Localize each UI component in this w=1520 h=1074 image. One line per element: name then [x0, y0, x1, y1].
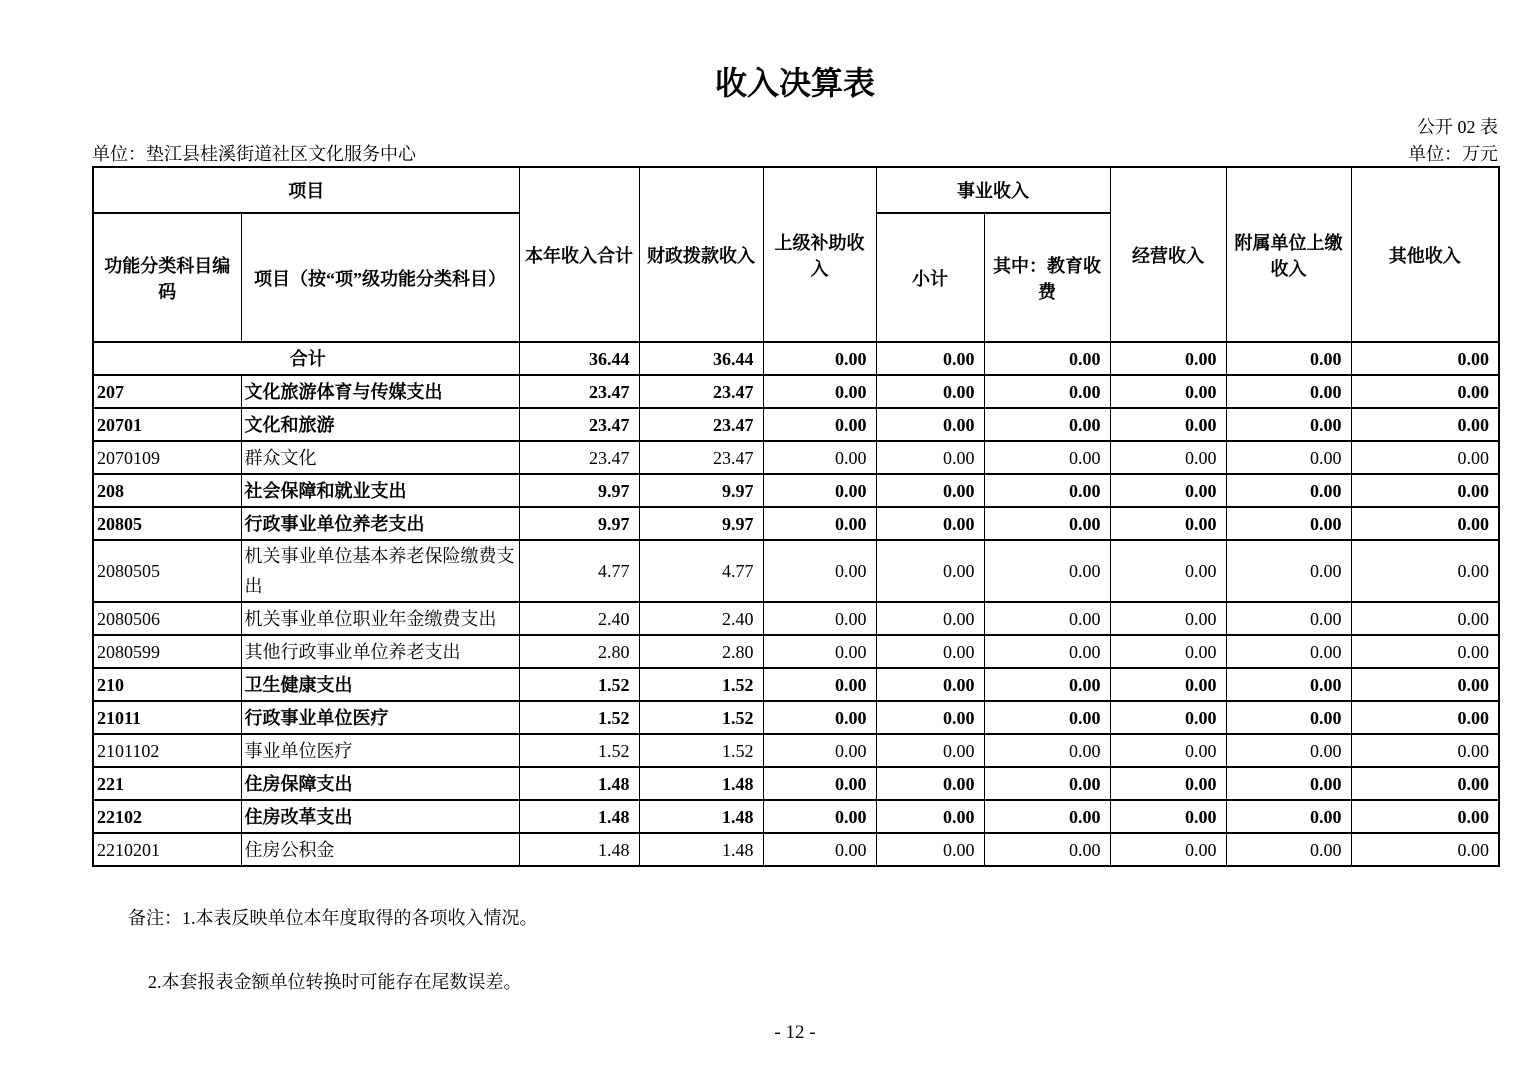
cell-value: 1.52 — [519, 701, 639, 734]
cell-value: 0.00 — [763, 540, 876, 602]
table-row — [93, 800, 1499, 833]
cell-value: 1.48 — [519, 767, 639, 800]
cell-project-name: 机关事业单位职业年金缴费支出 — [241, 602, 519, 635]
cell-value: 0.00 — [1226, 441, 1351, 474]
cell-project-name: 群众文化 — [241, 441, 519, 474]
cell-value: 0.00 — [876, 375, 984, 408]
cell-project-name: 住房公积金 — [241, 833, 519, 866]
table-row — [93, 602, 1499, 635]
cell-value: 0.00 — [1226, 668, 1351, 701]
unit-money-label: 单位：万元 — [1408, 144, 1498, 164]
cell-value: 0.00 — [876, 342, 984, 375]
cell-value: 4.77 — [519, 540, 639, 602]
table-row — [93, 540, 1499, 602]
cell-value: 0.00 — [763, 375, 876, 408]
cell-value: 0.00 — [1351, 507, 1499, 540]
cell-value: 0.00 — [763, 635, 876, 668]
cell-value: 0.00 — [1226, 767, 1351, 800]
cell-function-code: 2070109 — [93, 441, 241, 474]
cell-value: 1.52 — [519, 734, 639, 767]
cell-function-code: 2080505 — [93, 540, 241, 602]
cell-value: 0.00 — [1226, 507, 1351, 540]
cell-value: 0.00 — [1351, 540, 1499, 602]
header-fiscal-income: 财政拨款收入 — [639, 167, 763, 342]
cell-function-code: 20805 — [93, 507, 241, 540]
cell-value: 0.00 — [1351, 734, 1499, 767]
header-other-income: 其他收入 — [1351, 167, 1499, 342]
cell-value: 0.00 — [1226, 734, 1351, 767]
header-row-1 — [93, 167, 1499, 213]
unit-line — [92, 144, 1498, 164]
cell-value: 0.00 — [1110, 507, 1226, 540]
table-code-label: 公开 02 表 — [1417, 117, 1498, 137]
cell-value: 0.00 — [763, 441, 876, 474]
cell-value: 0.00 — [1351, 668, 1499, 701]
header-function-code: 功能分类科目编码 — [93, 213, 241, 342]
cell-value: 0.00 — [763, 474, 876, 507]
cell-project-name: 住房改革支出 — [241, 800, 519, 833]
cell-function-code: 21011 — [93, 701, 241, 734]
cell-value: 0.00 — [876, 441, 984, 474]
table-row — [93, 767, 1499, 800]
table-row — [93, 668, 1499, 701]
cell-value: 36.44 — [519, 342, 639, 375]
cell-value: 0.00 — [876, 635, 984, 668]
cell-value: 0.00 — [876, 408, 984, 441]
cell-value: 1.48 — [519, 833, 639, 866]
page-number: - 12 - — [774, 1022, 816, 1043]
cell-value: 0.00 — [984, 408, 1110, 441]
revenue-table — [92, 166, 1500, 867]
cell-value: 0.00 — [1351, 602, 1499, 635]
cell-function-code: 22102 — [93, 800, 241, 833]
cell-project-name: 文化旅游体育与传媒支出 — [241, 375, 519, 408]
page-title: 收入决算表 — [714, 65, 875, 101]
cell-value: 0.00 — [1226, 375, 1351, 408]
cell-value: 0.00 — [1110, 767, 1226, 800]
cell-value: 0.00 — [984, 540, 1110, 602]
cell-value: 0.00 — [984, 734, 1110, 767]
cell-value: 0.00 — [763, 734, 876, 767]
cell-value: 1.52 — [639, 701, 763, 734]
cell-value: 1.48 — [639, 833, 763, 866]
cell-total-label: 合计 — [93, 342, 519, 375]
cell-value: 1.52 — [639, 734, 763, 767]
cell-value: 0.00 — [876, 800, 984, 833]
cell-value: 1.52 — [519, 668, 639, 701]
table-row — [93, 701, 1499, 734]
cell-project-name: 机关事业单位基本养老保险缴费支出 — [241, 540, 519, 602]
cell-function-code: 221 — [93, 767, 241, 800]
cell-value: 0.00 — [984, 833, 1110, 866]
cell-value: 0.00 — [984, 375, 1110, 408]
cell-project-name: 住房保障支出 — [241, 767, 519, 800]
notes-block — [92, 870, 1498, 998]
table-row — [93, 635, 1499, 668]
cell-value: 0.00 — [1110, 701, 1226, 734]
cell-function-code: 2210201 — [93, 833, 241, 866]
cell-value: 0.00 — [763, 701, 876, 734]
cell-value: 0.00 — [1226, 540, 1351, 602]
cell-value: 0.00 — [763, 602, 876, 635]
cell-value: 0.00 — [1226, 635, 1351, 668]
cell-function-code: 2080506 — [93, 602, 241, 635]
header-affiliated-income: 附属单位上缴收入 — [1226, 167, 1351, 342]
cell-value: 9.97 — [639, 507, 763, 540]
cell-value: 9.97 — [639, 474, 763, 507]
cell-value: 0.00 — [1110, 408, 1226, 441]
cell-value: 0.00 — [1226, 800, 1351, 833]
cell-value: 0.00 — [876, 540, 984, 602]
cell-value: 0.00 — [984, 767, 1110, 800]
cell-value: 0.00 — [876, 767, 984, 800]
header-total-income: 本年收入合计 — [519, 167, 639, 342]
cell-value: 0.00 — [876, 602, 984, 635]
cell-value: 0.00 — [1110, 342, 1226, 375]
cell-value: 0.00 — [876, 474, 984, 507]
cell-value: 0.00 — [1110, 602, 1226, 635]
cell-value: 0.00 — [763, 668, 876, 701]
cell-value: 2.80 — [519, 635, 639, 668]
cell-value: 2.40 — [519, 602, 639, 635]
cell-function-code: 2101102 — [93, 734, 241, 767]
cell-value: 0.00 — [1351, 767, 1499, 800]
header-business-income-group: 事业收入 — [876, 167, 1110, 213]
cell-value: 0.00 — [1351, 635, 1499, 668]
cell-value: 0.00 — [763, 800, 876, 833]
cell-value: 0.00 — [984, 701, 1110, 734]
table-row — [93, 474, 1499, 507]
cell-value: 0.00 — [984, 441, 1110, 474]
cell-value: 0.00 — [876, 507, 984, 540]
cell-value: 0.00 — [763, 408, 876, 441]
cell-project-name: 其他行政事业单位养老支出 — [241, 635, 519, 668]
cell-value: 0.00 — [984, 507, 1110, 540]
cell-value: 0.00 — [876, 668, 984, 701]
cell-value: 4.77 — [639, 540, 763, 602]
cell-value: 23.47 — [519, 375, 639, 408]
cell-project-name: 事业单位医疗 — [241, 734, 519, 767]
cell-value: 0.00 — [1226, 833, 1351, 866]
header-business-education-fee: 其中：教育收费 — [984, 213, 1110, 342]
cell-value: 0.00 — [1351, 375, 1499, 408]
table-body — [93, 342, 1499, 866]
cell-function-code: 210 — [93, 668, 241, 701]
cell-value: 0.00 — [1110, 800, 1226, 833]
cell-value: 0.00 — [1351, 833, 1499, 866]
cell-value: 23.47 — [639, 408, 763, 441]
cell-value: 0.00 — [984, 602, 1110, 635]
table-row — [93, 408, 1499, 441]
cell-value: 0.00 — [1110, 635, 1226, 668]
cell-value: 23.47 — [639, 375, 763, 408]
cell-value: 0.00 — [1110, 540, 1226, 602]
cell-project-name: 行政事业单位养老支出 — [241, 507, 519, 540]
cell-value: 1.48 — [639, 767, 763, 800]
cell-value: 0.00 — [763, 342, 876, 375]
notes-label: 备注： — [128, 908, 182, 928]
table-header — [93, 167, 1499, 342]
cell-value: 23.47 — [519, 408, 639, 441]
cell-value: 2.80 — [639, 635, 763, 668]
cell-project-name: 社会保障和就业支出 — [241, 474, 519, 507]
cell-value: 9.97 — [519, 507, 639, 540]
cell-function-code: 20701 — [93, 408, 241, 441]
cell-value: 0.00 — [1226, 701, 1351, 734]
cell-value: 23.47 — [519, 441, 639, 474]
cell-value: 1.48 — [639, 800, 763, 833]
cell-value: 0.00 — [984, 342, 1110, 375]
document-content — [92, 0, 1498, 998]
cell-value: 0.00 — [1110, 833, 1226, 866]
cell-project-name: 卫生健康支出 — [241, 668, 519, 701]
header-superior-subsidy: 上级补助收入 — [763, 167, 876, 342]
cell-value: 0.00 — [1110, 474, 1226, 507]
cell-value: 2.40 — [639, 602, 763, 635]
header-project-group: 项目 — [93, 167, 519, 213]
cell-value: 0.00 — [876, 701, 984, 734]
cell-value: 0.00 — [1351, 408, 1499, 441]
table-row — [93, 507, 1499, 540]
cell-value: 0.00 — [1226, 408, 1351, 441]
cell-value: 0.00 — [1110, 375, 1226, 408]
cell-project-name: 文化和旅游 — [241, 408, 519, 441]
note-text-1: 1.本表反映单位本年度取得的各项收入情况。 — [182, 908, 538, 928]
note-line-1 — [92, 870, 1498, 966]
cell-value: 0.00 — [984, 635, 1110, 668]
cell-value: 0.00 — [1351, 701, 1499, 734]
table-row — [93, 734, 1499, 767]
header-business-subtotal: 小计 — [876, 213, 984, 342]
cell-function-code: 2080599 — [93, 635, 241, 668]
cell-value: 0.00 — [763, 507, 876, 540]
cell-project-name: 行政事业单位医疗 — [241, 701, 519, 734]
cell-value: 0.00 — [1226, 602, 1351, 635]
cell-value: 9.97 — [519, 474, 639, 507]
cell-value: 0.00 — [1351, 441, 1499, 474]
header-project-item: 项目（按“项”级功能分类科目） — [241, 213, 519, 342]
cell-value: 0.00 — [1226, 474, 1351, 507]
table-row — [93, 342, 1499, 375]
cell-value: 0.00 — [1110, 441, 1226, 474]
cell-value: 0.00 — [763, 833, 876, 866]
cell-value: 0.00 — [1226, 342, 1351, 375]
cell-value: 23.47 — [639, 441, 763, 474]
cell-value: 1.52 — [639, 668, 763, 701]
table-row — [93, 833, 1499, 866]
cell-value: 0.00 — [763, 767, 876, 800]
cell-value: 0.00 — [1110, 734, 1226, 767]
cell-value: 36.44 — [639, 342, 763, 375]
cell-value: 0.00 — [1110, 668, 1226, 701]
note-line-2: 2.本套报表金额单位转换时可能存在尾数误差。 — [148, 972, 522, 992]
cell-function-code: 208 — [93, 474, 241, 507]
cell-value: 1.48 — [519, 800, 639, 833]
cell-value: 0.00 — [984, 474, 1110, 507]
table-row — [93, 441, 1499, 474]
cell-value: 0.00 — [984, 800, 1110, 833]
header-operating-income: 经营收入 — [1110, 167, 1226, 342]
cell-value: 0.00 — [1351, 800, 1499, 833]
cell-value: 0.00 — [1351, 474, 1499, 507]
cell-function-code: 207 — [93, 375, 241, 408]
table-row — [93, 375, 1499, 408]
cell-value: 0.00 — [876, 734, 984, 767]
unit-name-label: 单位：垫江县桂溪街道社区文化服务中心 — [92, 144, 416, 164]
cell-value: 0.00 — [876, 833, 984, 866]
cell-value: 0.00 — [1351, 342, 1499, 375]
cell-value: 0.00 — [984, 668, 1110, 701]
